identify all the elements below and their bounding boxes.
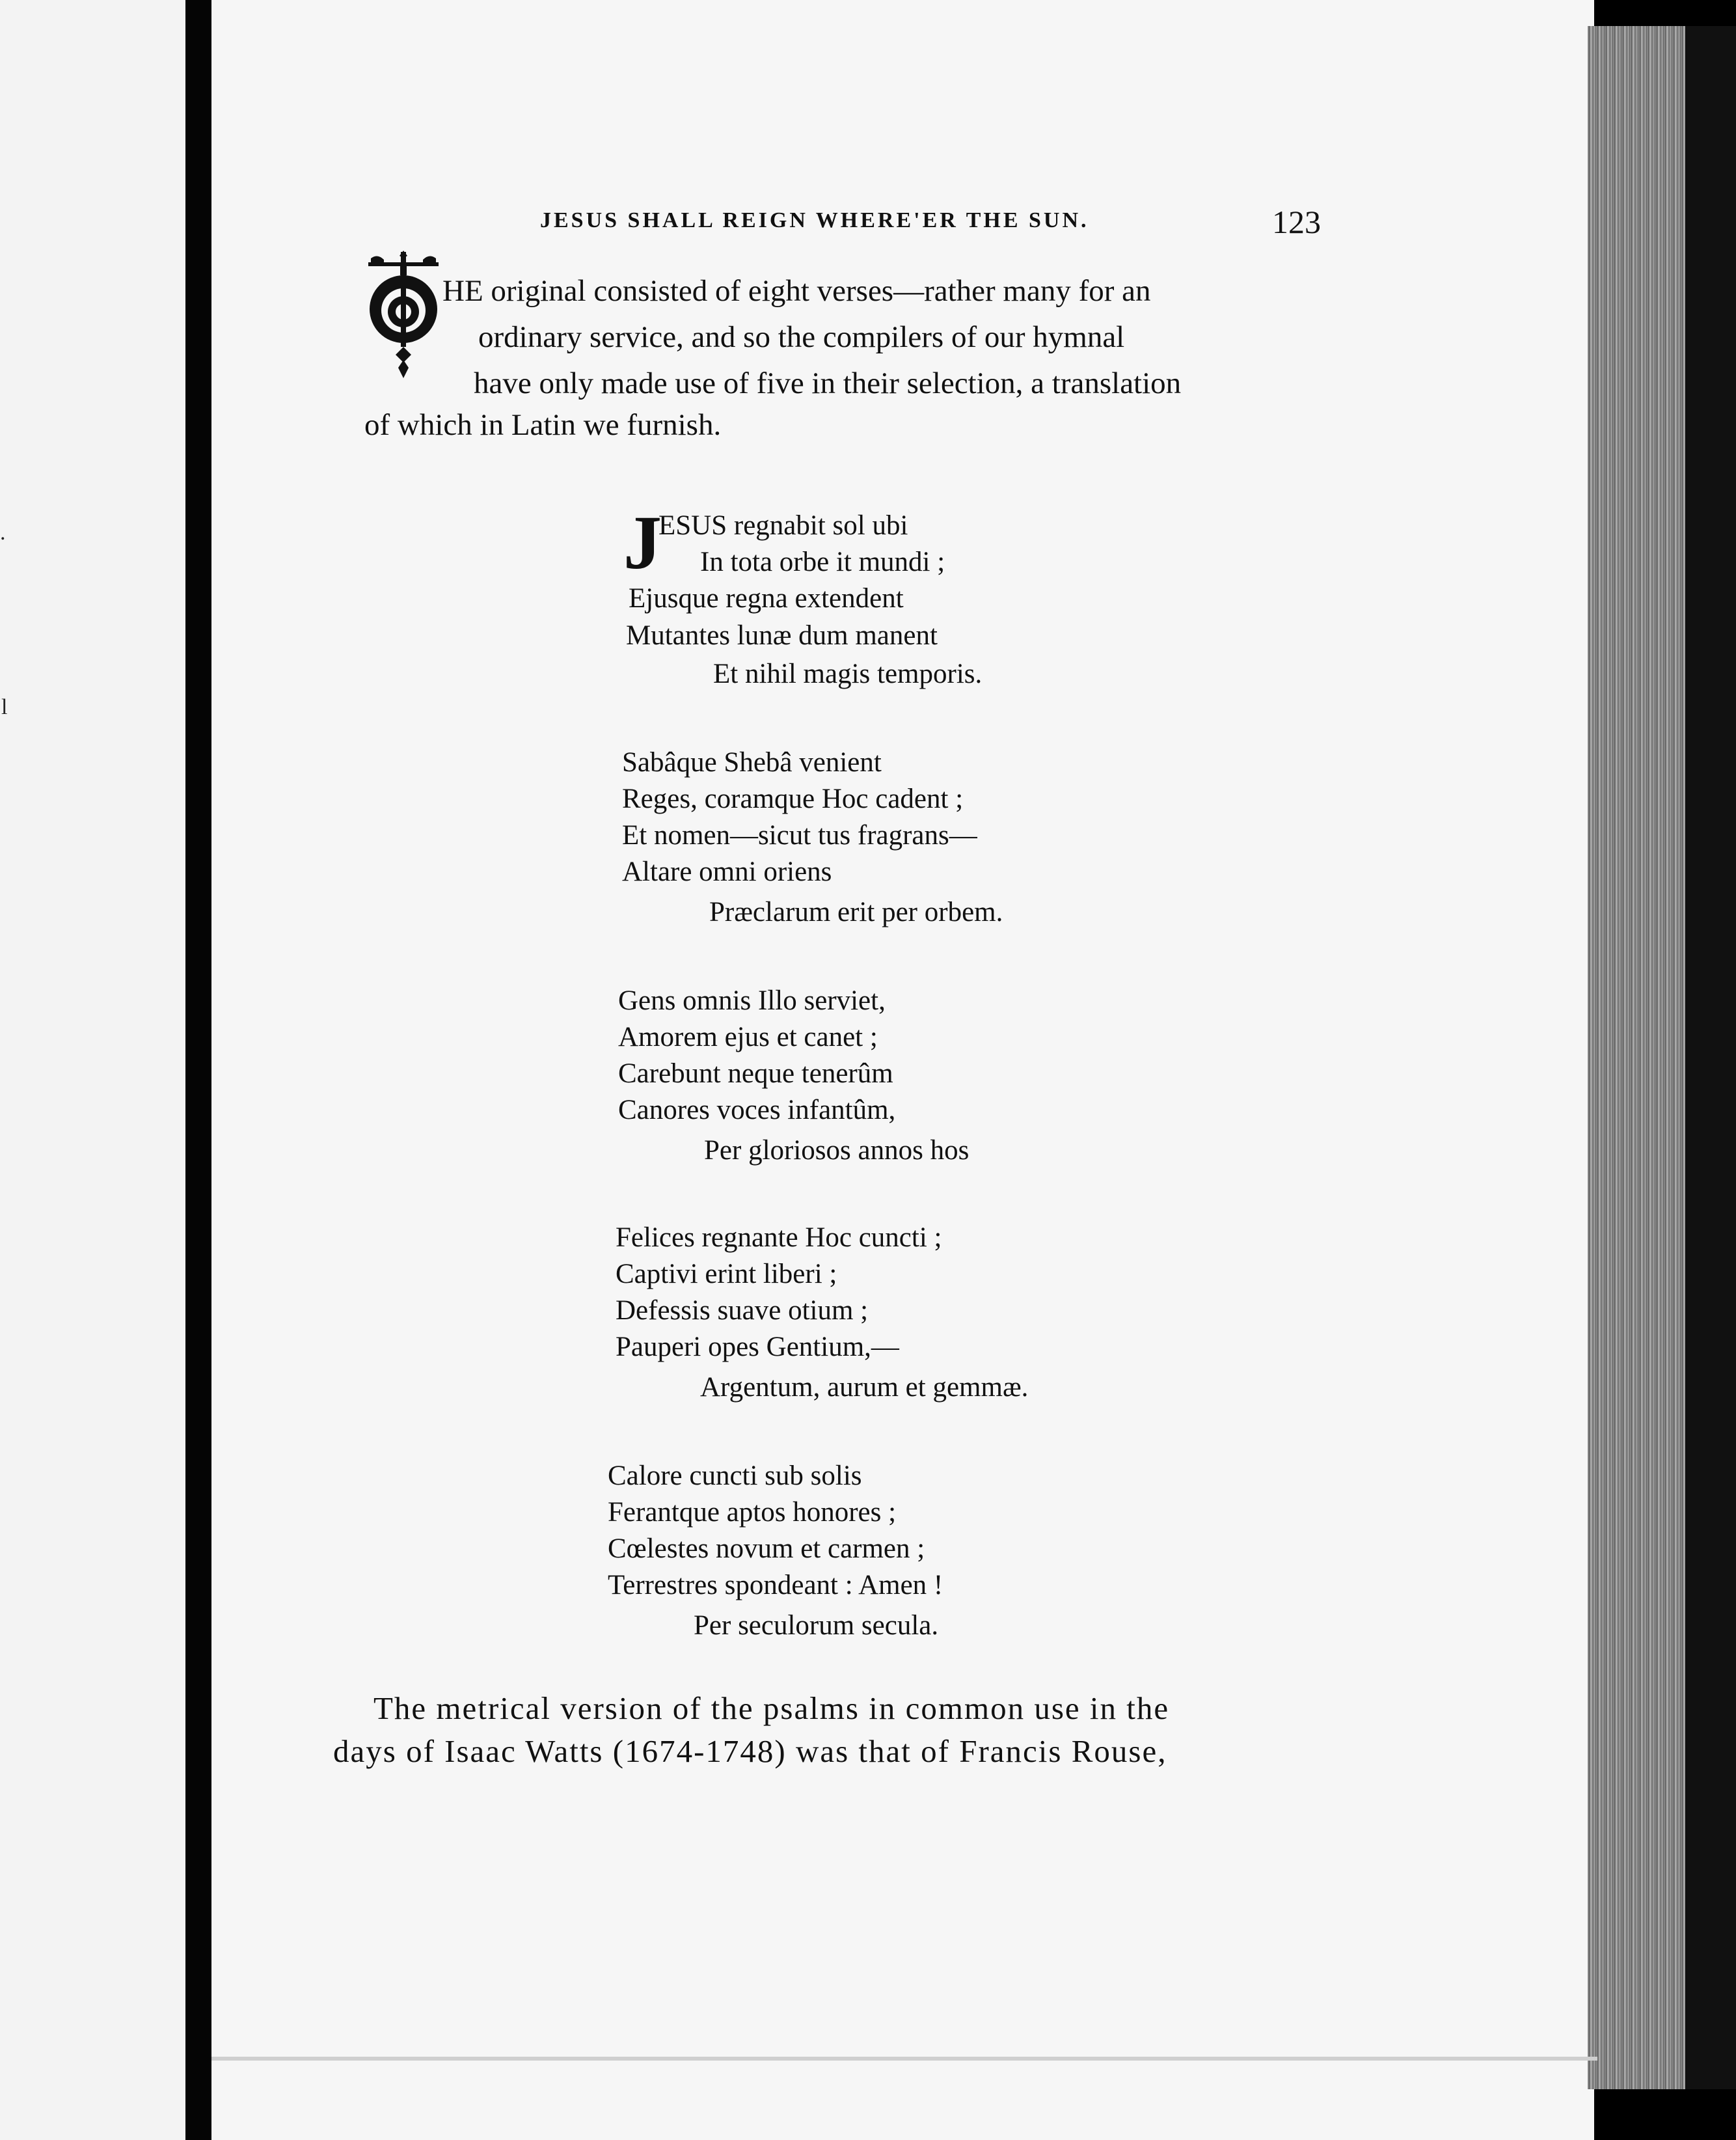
intro-line-1: HE original consisted of eight verses—rather many for an <box>442 274 1151 308</box>
stanza-5-line-5: Per seculorum secula. <box>694 1610 939 1641</box>
stanza-1-line-3: Ejusque regna extendent <box>629 583 904 614</box>
stanza-1-line-5: Et nihil magis temporis. <box>713 659 983 689</box>
stanza-2-line-4: Altare omni oriens <box>622 857 832 887</box>
stanza-5-line-1: Calore cuncti sub solis <box>608 1461 862 1491</box>
page-bottom-edge <box>211 2057 1597 2061</box>
page-edges-shadow <box>1685 26 1736 2089</box>
stanza-1-line-2: In tota orbe it mundi ; <box>700 547 945 577</box>
page-number: 123 <box>1272 204 1321 240</box>
stanza-4-line-2: Captivi erint liberi ; <box>616 1259 837 1289</box>
stanza-2-line-2: Reges, coramque Hoc cadent ; <box>622 784 964 814</box>
stanza-4-line-4: Pauperi opes Gentium,— <box>616 1332 899 1362</box>
stanza-1-line-1: ESUS regnabit sol ubi <box>658 510 908 541</box>
book-gutter <box>185 0 211 2140</box>
stanza-4-line-3: Defessis suave otium ; <box>616 1295 869 1326</box>
stanza-4-line-5: Argentum, aurum et gemmæ. <box>700 1372 1029 1403</box>
stanza-3-line-2: Amorem ejus et canet ; <box>618 1022 878 1052</box>
poem-initial: J <box>623 500 662 585</box>
stanza-5-line-4: Terrestres spondeant : Amen ! <box>608 1570 943 1600</box>
left-page-mark: l <box>1 695 8 719</box>
intro-line-4: of which in Latin we furnish. <box>364 408 722 442</box>
intro-line-2: ordinary service, and so the compilers of our hymnal <box>478 320 1125 354</box>
intro-line-3: have only made use of five in their selection, a translation <box>474 366 1182 400</box>
stanza-5-line-3: Cœlestes novum et carmen ; <box>608 1533 925 1564</box>
left-page-fragment <box>0 0 185 2140</box>
ornamental-drop-cap-icon <box>364 251 442 381</box>
stanza-3-line-4: Canores voces infantûm, <box>618 1095 896 1125</box>
closing-line-1: The metrical version of the psalms in common use in the <box>373 1690 1170 1726</box>
stanza-1-line-4: Mutantes lunæ dum manent <box>626 620 938 651</box>
stanza-2-line-1: Sabâque Shebâ venient <box>622 747 882 778</box>
stanza-2-line-5: Præclarum erit per orbem. <box>709 897 1003 927</box>
stanza-2-line-3: Et nomen—sicut tus fragrans— <box>622 820 977 851</box>
running-head: JESUS SHALL REIGN WHERE'ER THE SUN. <box>540 208 1089 232</box>
stanza-5-line-2: Ferantque aptos honores ; <box>608 1497 897 1528</box>
closing-line-2: days of Isaac Watts (1674-1748) was that of Francis Rouse, <box>333 1733 1167 1769</box>
left-page-mark: . <box>0 521 6 545</box>
stanza-3-line-1: Gens omnis Illo serviet, <box>618 985 886 1016</box>
stanza-3-line-3: Carebunt neque tenerûm <box>618 1058 893 1089</box>
stanza-3-line-5: Per gloriosos annos hos <box>704 1135 970 1166</box>
stanza-4-line-1: Felices regnante Hoc cuncti ; <box>616 1222 942 1253</box>
